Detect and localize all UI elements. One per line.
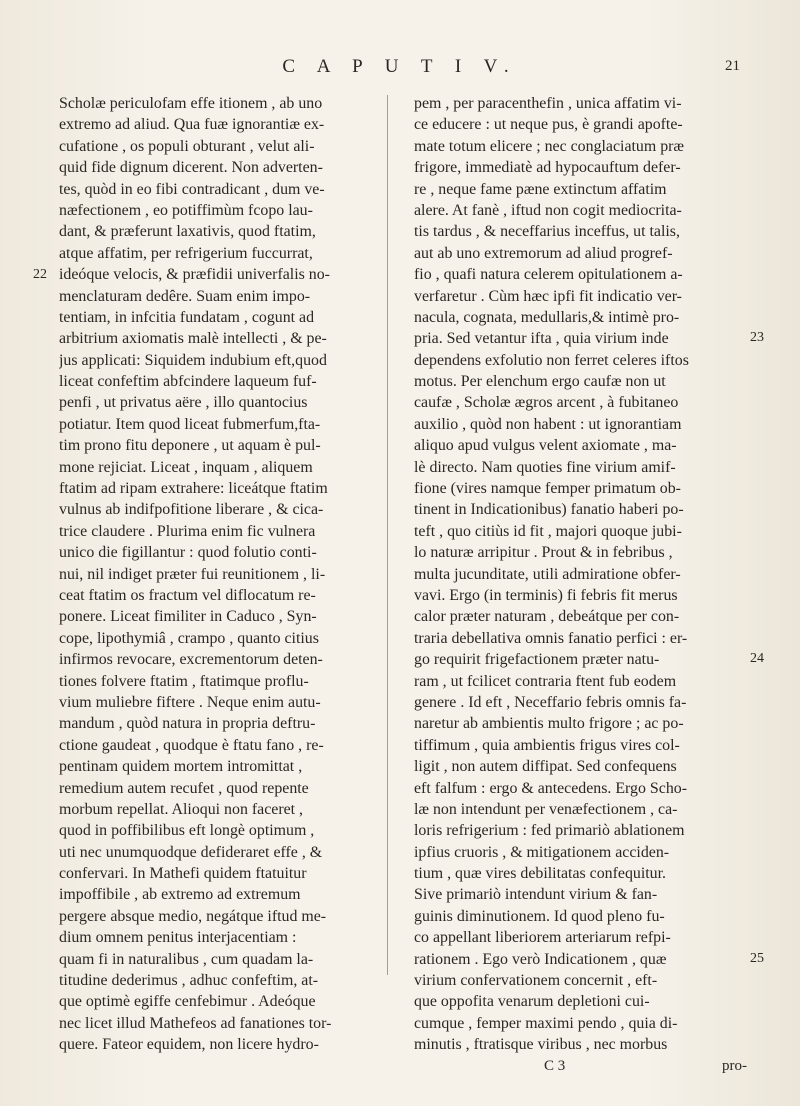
text-line: læ non intendunt per venæfectionem , ca-: [414, 800, 678, 818]
text-line: vavi. Ergo (in terminis) fi febris fit merus: [414, 586, 678, 604]
text-line: tentiam, in infcitia fundatam , cogunt ad: [59, 308, 315, 326]
text-line: eft falfum : ergo & antecedens. Ergo Scho-: [414, 779, 687, 797]
text-line: morbum repellat. Alioqui non faceret ,: [59, 800, 304, 818]
text-line: motus. Per elenchum ergo caufæ non ut: [414, 373, 666, 391]
text-line: ram , ut fcilicet contraria ftent fub eodem: [414, 672, 677, 690]
text-line: tim prono fitu deponere , ut aquam è pul-: [59, 437, 321, 455]
text-line: tium , quæ vires debilitatas confequitur.: [414, 865, 666, 883]
text-line: titudine dederimus , adhuc confeftim, at-: [59, 972, 319, 990]
text-line: nacula, cognata, medullaris,& intimè pro-: [414, 308, 680, 326]
text-line: caufæ , Scholæ ægros arcent , à fubitaneo: [414, 394, 679, 412]
text-line: lè directo. Nam quoties fine virium amif-: [414, 458, 676, 476]
text-line: quid fide dignum dicerent. Non adverten-: [59, 159, 323, 177]
text-line: infirmos revocare, excrementorum deten-: [59, 651, 323, 669]
text-line: verfaretur . Cùm hæc ipfi fit indicatio ver-: [414, 287, 682, 305]
page-header: [0, 56, 800, 86]
text-line: tes, quòd in eo fibi contradicant , dum ve-: [59, 180, 325, 198]
text-line: re , neque fame pæne extinctum affatim: [414, 180, 667, 198]
text-line: pria. Sed vetantur ifta , quia virium inde: [414, 330, 669, 348]
text-line: quere. Fateor equidem, non licere hydro-: [59, 1036, 319, 1054]
text-line: ctione gaudeat , quodque è ftatu fano , re-: [59, 736, 324, 754]
text-line: teft , quo citiùs id fit , majori quoque jubi-: [414, 522, 682, 540]
text-line: minutis , ftratisque viribus , nec morbus: [414, 1036, 668, 1054]
page-footer: [414, 1058, 747, 1080]
text-line: lo naturæ arripitur . Prout & in febribus ,: [414, 544, 673, 562]
text-line: Scholæ periculofam effe itionem , ab uno: [59, 95, 323, 112]
margin-number: 25: [750, 951, 764, 966]
column-divider: [387, 95, 388, 975]
text-line: aut ab uno extremorum ad aliud progref-: [414, 244, 673, 262]
text-line: traria debellativa omnis fanatio perfici : er-: [414, 629, 688, 647]
text-line: jus applicati: Siquidem indubium eft,quod: [59, 351, 327, 369]
text-line: genere . Id eft , Neceffario febris omnis fa-: [414, 693, 687, 711]
text-line: auxilio , quòd non habent : ut ignorantiam: [414, 415, 682, 433]
text-line: dant, & præferunt laxativis, quod ftatim,: [59, 223, 316, 241]
text-line: pergere absque medio, negátque iftud me-: [59, 907, 327, 925]
text-line: cufatione , os populi obturant , velut ali-: [59, 137, 315, 155]
text-line: ligit , non autem diffipat. Sed confequens: [414, 758, 677, 776]
text-line: arbitrium axiomatis malè intellecti , & pe-: [59, 330, 327, 348]
left-text-column: [59, 93, 361, 1083]
text-line: pentinam quidem mortem intromittat ,: [59, 758, 303, 776]
text-line: remedium autem recufet , quod repente: [59, 779, 309, 797]
text-line: trice claudere . Plurima enim fic vulnera: [59, 522, 316, 540]
text-line: aliquo apud vulgus velent axiomate , ma-: [414, 437, 677, 455]
text-line: loris refrigerium : fed primariò ablationem: [414, 822, 685, 840]
text-line: quam fi in naturalibus , cum quadam la-: [59, 950, 314, 968]
text-line: fione (vires namque femper primatum ob-: [414, 480, 681, 498]
margin-number: 23: [750, 330, 764, 345]
text-line: ftatim ad ripam extrahere: liceátque ftatim: [59, 480, 328, 498]
text-line: nec licet illud Mathefeos ad fanationes tor-: [59, 1014, 332, 1032]
text-line: liceat confeftim abfcindere laqueum fuf-: [59, 373, 317, 391]
page-number: 21: [725, 58, 740, 74]
text-line: menclaturam dedêre. Suam enim impo-: [59, 287, 311, 305]
text-line: ce educere : ut neque pus, è grandi apofte-: [414, 116, 683, 134]
text-line: calor præter naturam , debeátque per con-: [414, 608, 680, 626]
text-line: unico die figillantur : quod folutio conti-: [59, 544, 317, 562]
text-line: atque affatim, per refrigerium fuccurrat,: [59, 244, 313, 262]
text-line: ipfius cruoris , & mitigationem acciden-: [414, 843, 670, 861]
text-line: tiones folvere ftatim , ftatimque proflu-: [59, 672, 309, 690]
catchword: pro-: [722, 1058, 747, 1074]
text-line: dependens exfolutio non ferret celeres iftos: [414, 351, 689, 369]
text-line: tis tardus , & neceffarius inceffus, ut talis,: [414, 223, 680, 241]
text-line: vulnus ab indifpofitione liberare , & cica-: [59, 501, 324, 519]
text-line: impoffibile , ab extremo ad extremum: [59, 886, 301, 904]
text-line: alere. At fanè , iftud non cogit mediocrita-: [414, 201, 682, 219]
text-line: naretur ab ambientis multo frigore ; ac po-: [414, 715, 684, 733]
text-line: ceat ftatim os fractum vel diflocatum re-: [59, 586, 316, 604]
text-line: go requirit frigefactionem præter natu-: [414, 651, 660, 669]
text-line: virium confervationem concernit , eft-: [414, 972, 658, 990]
text-line: penfi , ut privatus aëre , illo quantocius: [59, 394, 308, 412]
text-line: tiffimum , quia ambientis frigus vires col-: [414, 736, 680, 754]
text-line: pem , per paracenthefin , unica affatim vi-: [414, 95, 682, 112]
right-text-column: [414, 93, 747, 1083]
running-head: C A P U T I V.: [282, 56, 518, 77]
text-line: vium muliebre fiftere . Neque enim autu-: [59, 693, 321, 711]
text-line: que optimè egiffe cenfebimur . Adeóque: [59, 993, 316, 1011]
margin-number: 22: [33, 267, 47, 282]
text-line: uti nec unumquodque defideraret effe , &: [59, 843, 323, 861]
text-line: Sive primariò intendunt virium & fan-: [414, 886, 658, 904]
text-line: cumque , femper maximi pendo , quia di-: [414, 1014, 678, 1032]
text-line: dium omnem penitus interjacentiam :: [59, 929, 297, 947]
text-line: rationem . Ego verò Indicationem , quæ: [414, 950, 667, 968]
text-line: tinent in Indicationibus) fanatio haberi po-: [414, 501, 684, 519]
text-line: frigore, immediatè ad hypocauftum defer-: [414, 159, 681, 177]
text-line: mate totum elicere ; nec conglaciatum præ: [414, 137, 685, 155]
text-line: nui, nil indiget præter fui reunitionem , li-: [59, 565, 326, 583]
text-line: mandum , quòd natura in propria deftru-: [59, 715, 316, 733]
margin-number: 24: [750, 651, 764, 666]
text-line: mone rejiciat. Liceat , inquam , aliquem: [59, 458, 313, 476]
text-line: næfectionem , eo potiffimùm fcopo lau-: [59, 201, 313, 219]
text-line: fio , quafi natura celerem opitulationem a-: [414, 266, 683, 284]
text-line: potiatur. Item quod liceat fubmerfum,fta-: [59, 415, 321, 433]
text-line: co appellant liberiorem arteriarum refpi-: [414, 929, 671, 947]
text-line: que oppofita venarum depletioni cui-: [414, 993, 650, 1011]
text-line: confervari. In Mathefi quidem ftatuitur: [59, 865, 307, 883]
text-line: cope, lipothymiâ , crampo , quanto citius: [59, 629, 319, 647]
signature-mark: C 3: [544, 1058, 566, 1074]
text-line: guinis diminutionem. Id quod pleno fu-: [414, 907, 665, 925]
text-line: ponere. Liceat fimiliter in Caduco , Syn-: [59, 608, 317, 626]
text-line: ideóque velocis, & præfidii univerfalis no-: [59, 266, 330, 284]
text-line: extremo ad aliud. Qua fuæ ignorantiæ ex-: [59, 116, 325, 134]
text-line: multa jucunditate, utili admiratione obfer-: [414, 565, 681, 583]
text-line: quod in poffibilibus eft longè optimum ,: [59, 822, 315, 840]
